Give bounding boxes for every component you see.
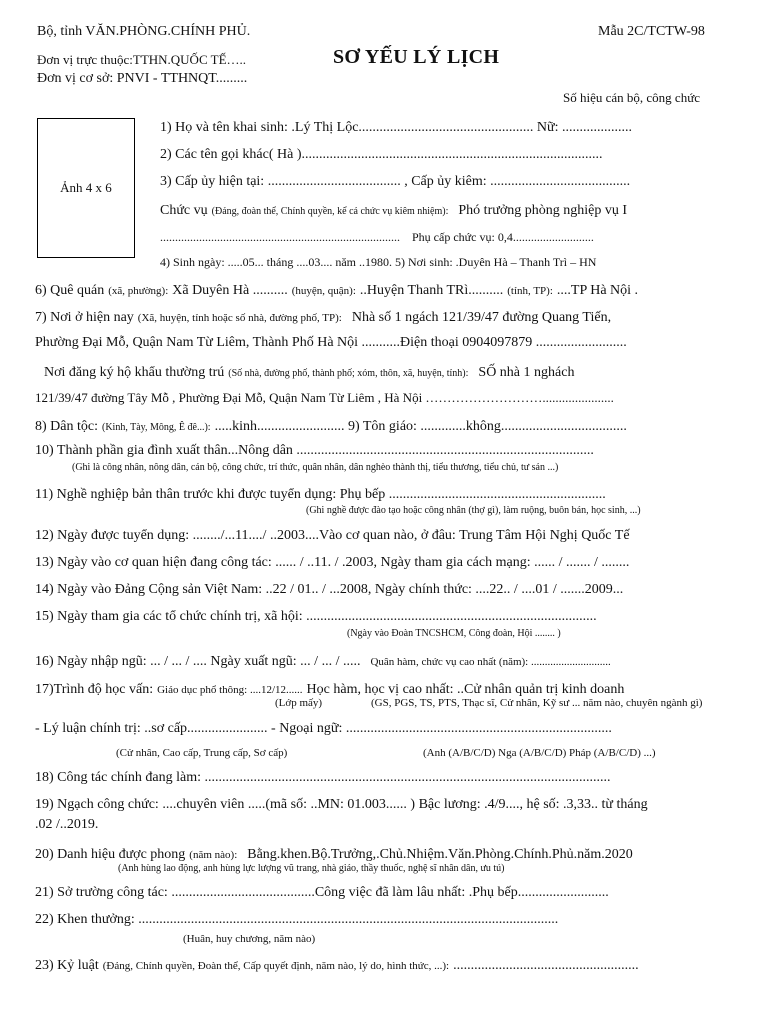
political-orgs-hint: (Ngày vào Đoàn TNCSHCM, Công đoàn, Hội ........ ): [347, 628, 561, 639]
household-hint: (Số nhà, đường phố, thành phố; xóm, thôn, xã, huyện, tỉnh):: [228, 368, 469, 379]
field-civil-servant-rank: 19) Ngạch công chức: ....chuyên viên .....(mã số: ..MN: 01.003...... ) Bậc lương: .4/9...., hệ số: .3,33.. từ tháng: [35, 797, 648, 812]
honorary-label: 20) Danh hiệu được phong: [35, 847, 186, 862]
field-full-name: 1) Họ và tên khai sinh: .Lý Thị Lộc.................................................. Nữ: ....................: [160, 120, 633, 135]
position-value: Phó trưởng phòng nghiệp vụ I: [458, 203, 627, 218]
political-theory-hint: (Cử nhân, Cao cấp, Trung cấp, Sơ cấp): [116, 747, 288, 759]
allowance-value: Phụ cấp chức vụ: 0,4...........................: [412, 230, 594, 244]
education-label: 17)Trình độ học vấn:: [35, 682, 154, 697]
honorary-year-hint: (năm nào):: [189, 849, 238, 861]
position-label: Chức vụ: [160, 203, 208, 218]
hometown-commune: Xã Duyên Hà ..........: [172, 283, 288, 298]
field-other-names: 2) Các tên gọi khác( Hà )......................................................................................: [160, 147, 603, 162]
field-birth: 4) Sinh ngày: .....05... tháng ....03.... năm ..1980. 5) Nơi sinh: .Duyên Hà – Thanh Trì – HN: [160, 255, 597, 269]
field-family-background: 10) Thành phần gia đình xuất thân...Nông dân .....................................................................................: [35, 443, 594, 458]
field-recruitment-date: 12) Ngày được tuyển dụng: ......../...11..../ ..2003....Vào cơ quan nào, ở đâu: Trung Tâm Hội Nghị Quốc Tế: [35, 528, 630, 543]
position-dots: ................................................................................: [160, 230, 400, 244]
field-discipline: [35, 956, 639, 974]
field-current-work: 18) Công tác chính đang làm: ....................................................................................................................: [35, 770, 611, 785]
honorary-hint: (Anh hùng lao động, anh hùng lực lượng vũ trang, nhà giáo, thầy thuốc, nghệ sĩ nhân dân, ưu tú): [118, 863, 505, 874]
field-household-cont: 121/39/47 đường Tây Mỗ , Phường Đại Mỗ, Quận Nam Từ Liêm , Hà Nội ………………………......................: [35, 390, 614, 405]
discipline-label: 23) Kỷ luật: [35, 958, 99, 973]
honorary-value: Bằng.khen.Bộ.Trưởng,.Chủ.Nhiệm.Văn.Phòng.Chính.Phủ.năm.2020: [247, 847, 633, 862]
staff-number-label: Số hiệu cán bộ, công chức: [563, 90, 701, 105]
hometown-district: ..Huyện Thanh TRì..........: [359, 283, 504, 298]
field-position-allowance: [160, 228, 594, 246]
field-political-theory-language: - Lý luận chính trị: ..sơ cấp....................... - Ngoại ngữ: ............................................................................: [35, 721, 612, 736]
hometown-commune-hint: (xã, phường):: [108, 285, 169, 297]
field-agency-join-date: 13) Ngày vào cơ quan hiện đang công tác: ...... / ..11. / .2003, Ngày tham gia cách mạng: ...... / ....... / ........: [35, 555, 630, 570]
field-current-address: [35, 308, 611, 326]
field-address-cont: Phường Đại Mỗ, Quận Nam Từ Liêm, Thành Phố Hà Nội ...........Điện thoại 0904097879 ..........................: [35, 335, 627, 350]
unit-line: Đơn vị trực thuộc:TTHN.QUỐC TẾ…..: [37, 52, 247, 67]
field-party-join-date: 14) Ngày vào Đảng Cộng sản Việt Nam: ..22 / 01.. / ...2008, Ngày chính thức: ....22.. / ....01 / .......2009...: [35, 582, 624, 597]
field-rank-start-date: .02 /..2019.: [35, 817, 99, 832]
field-hometown: [35, 281, 638, 299]
field-previous-occupation: 11) Nghề nghiệp bản thân trước khi được tuyển dụng: Phụ bếp ..............................................................: [35, 487, 606, 502]
military-rank: Quân hàm, chức vụ cao nhất (năm): .............................: [370, 656, 611, 668]
ethnicity-hint: (Kinh, Tày, Mông, Ê đê...):: [101, 422, 211, 433]
hometown-province-hint: (tỉnh, TP):: [507, 285, 553, 297]
field-military-service: [35, 652, 611, 670]
household-value: SỐ nhà 1 nghách: [478, 365, 575, 380]
language-hint: (Anh (A/B/C/D) Nga (A/B/C/D) Pháp (A/B/C/D) ...): [423, 747, 656, 759]
form-code: Mẫu 2C/TCTW-98: [598, 24, 705, 39]
photo-placeholder: [37, 118, 135, 258]
address-label: 7) Nơi ở hiện nay: [35, 310, 134, 325]
discipline-hint: (Đảng, Chính quyền, Đoàn thể, Cấp quyết định, năm nào, lý do, hình thức, ...):: [102, 960, 450, 972]
address-value: Nhà số 1 ngách 121/39/47 đường Quang Tiến,: [351, 310, 612, 325]
household-label: Nơi đăng ký hộ khẩu thường trú: [44, 365, 225, 380]
agency-line: Bộ, tỉnh VĂN.PHÒNG.CHÍNH PHỦ.: [37, 24, 251, 39]
field-ethnicity-religion: [35, 417, 627, 435]
hometown-province: ....TP Hà Nội .: [556, 283, 639, 298]
education-degree-hint: (GS, PGS, TS, PTS, Thạc sĩ, Cử nhân, Kỹ sư ... năm nào, chuyên ngành gì): [371, 697, 703, 709]
ethnicity-religion-value: .....kinh......................... 9) Tôn giáo: .............không....................................: [214, 419, 627, 434]
education-grade-hint: (Lớp mấy): [275, 697, 323, 709]
ethnicity-label: 8) Dân tộc:: [35, 419, 98, 434]
field-education: [35, 680, 624, 698]
hometown-district-hint: (huyện, quận):: [291, 285, 356, 297]
field-work-strengths: 21) Sở trường công tác: .........................................Công việc đã làm lâu nhất: .Phụ bếp..........................: [35, 885, 609, 900]
address-hint: (Xã, huyện, tỉnh hoặc số nhà, đường phố, TP):: [137, 312, 342, 324]
education-general: Giáo dục phổ thông: ....12/12......: [157, 684, 303, 696]
education-degree: Học hàm, học vị cao nhất: ..Cử nhân quản trị kinh doanh: [306, 682, 625, 697]
photo-label: Ảnh 4 x 6: [60, 180, 112, 195]
field-position: [160, 201, 627, 219]
field-political-orgs: 15) Ngày tham gia các tổ chức chính trị, xã hội: ...................................................................................: [35, 609, 597, 624]
discipline-value: .....................................................: [453, 958, 639, 973]
field-party-committee: 3) Cấp ủy hiện tại: ...................................... , Cấp ủy kiêm: ........................................: [160, 174, 631, 189]
field-honorary-title: [35, 845, 633, 863]
hometown-label: 6) Quê quán: [35, 283, 105, 298]
military-dates: 16) Ngày nhập ngũ: ... / ... / .... Ngày xuất ngũ: ... / ... / .....: [35, 654, 361, 669]
field-household-registration: [44, 363, 574, 381]
page-title: SƠ YẾU LÝ LỊCH: [333, 46, 500, 68]
family-background-hint: (Ghi là công nhân, nông dân, cán bộ, công chức, trí thức, quân nhân, dân nghèo thành thị, tiểu thương, tiểu chủ, tư sản ...): [72, 462, 559, 473]
position-hint: (Đảng, đoàn thể, Chính quyền, kể cả chức vụ kiêm nhiệm):: [211, 206, 449, 217]
awards-hint: (Huân, huy chương, năm nào): [183, 933, 316, 945]
base-unit-line: Đơn vị cơ sở: PNVI - TTHNQT.........: [37, 71, 248, 86]
field-awards: 22) Khen thưởng: ........................................................................................................................: [35, 912, 559, 927]
previous-occupation-hint: (Ghi nghề được đào tạo hoặc công nhân (thợ gì), làm ruộng, buôn bán, học sinh, ...): [306, 505, 641, 516]
